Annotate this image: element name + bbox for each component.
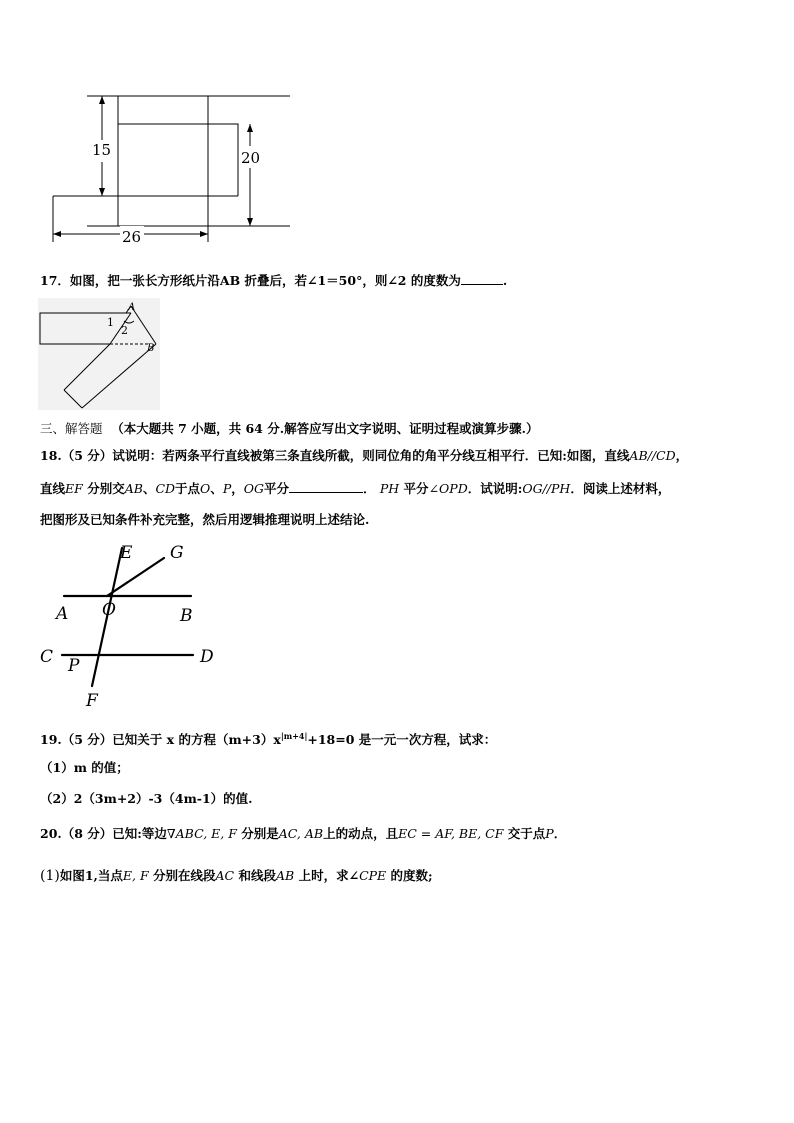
q20-part1-cpe: CPE — [359, 868, 387, 883]
fig17-label-2: 2 — [121, 324, 128, 337]
fig18-label-e: E — [120, 543, 133, 563]
q18-o: O — [200, 481, 211, 496]
q20-text — [40, 826, 566, 842]
section-3-desc: （本大题共 7 小题，共 64 分.解答应写出文字说明、证明过程或演算步骤.） — [111, 421, 539, 436]
fig18-label-o: O — [102, 600, 116, 620]
q17-text — [40, 272, 507, 289]
fig18-label-g: G — [170, 543, 184, 563]
q19-part1 — [40, 760, 129, 776]
q17-figure — [38, 298, 160, 410]
q18-l2-f: ， — [231, 481, 244, 496]
q20-point-p: P — [545, 826, 554, 841]
q19-text-b: +18=0 是一元一次方程，试求： — [307, 732, 497, 748]
fig17-label-1: 1 — [107, 316, 114, 329]
q18-og: OG — [243, 481, 264, 496]
q20-part1-ab: AB — [276, 868, 295, 883]
fig17-label-a: A — [128, 302, 136, 313]
q18-line1-text: 18.（5 分）试说明：若两条平行直线被第三条直线所截，则同位角的角平分线互相平行．已知:如图，直线 — [40, 448, 630, 463]
q18-l2-a: 直线 — [40, 481, 66, 496]
q20-text-a: 20.（8 分）已知:等边 — [40, 826, 167, 841]
q18-og-parallel-ph: OG//PH — [522, 481, 571, 496]
q18-cd: CD — [155, 481, 176, 496]
fig18-label-b: B — [180, 606, 193, 626]
q19-exponent: |m+4| — [280, 731, 308, 741]
q20-text-d: 交于点 — [507, 826, 546, 841]
q19-part2 — [40, 791, 253, 807]
fig18-label-p: P — [68, 656, 80, 676]
q18-ph: PH — [379, 481, 400, 496]
label-20: 20 — [241, 149, 261, 167]
q18-line3-text: 把图形及已知条件补充完整，然后用逻辑推理说明上述结论. — [40, 512, 370, 527]
q18-line1 — [40, 448, 688, 464]
q19-part2-text: （2）2（3m+2）-3（4m-1）的值. — [40, 791, 253, 806]
q20-part1 — [40, 868, 433, 884]
q18-l2-k: ．阅读上述材料， — [570, 481, 671, 496]
fig18-label-a: A — [56, 604, 69, 624]
q16-figure — [40, 88, 300, 248]
q20-part1-a: 如图1,当点 — [59, 868, 123, 883]
section-3-heading — [40, 421, 538, 437]
q17-answer-blank[interactable] — [461, 272, 503, 285]
q20-text-e: ． — [553, 826, 567, 841]
q19-text-a: 19.（5 分）已知关于 x 的方程（m+3）x — [40, 732, 281, 748]
q18-ef: EF — [65, 481, 83, 496]
q18-ab-parallel-cd: AB//CD — [629, 448, 676, 463]
q18-line3 — [40, 512, 369, 528]
fig18-label-f: F — [86, 691, 98, 710]
q20-condition: EC = AF, BE, CF — [398, 826, 504, 841]
q18-p: P — [222, 481, 232, 496]
q20-triangle: ∇ABC, E, F — [166, 826, 237, 841]
label-26: 26 — [122, 228, 142, 246]
q19-part1-text: （1）m 的值； — [40, 760, 129, 775]
q20-text-b: 分别是 — [241, 826, 279, 841]
q17-prompt: 17．如图，把一张长方形纸片沿AB 折叠后，若∠1＝50°，则∠2 的度数为 — [40, 273, 461, 288]
q19-text — [40, 728, 496, 748]
q18-line2 — [40, 480, 670, 497]
q20-part1-e: 的度数; — [390, 868, 433, 883]
fig17-label-b: B — [147, 343, 155, 354]
q20-part1-d: 上时，求∠ — [298, 868, 360, 883]
q18-figure — [36, 538, 226, 710]
fig18-label-c: C — [40, 647, 54, 667]
label-15: 15 — [92, 141, 112, 159]
q18-l2-j: ．试说明: — [467, 481, 523, 496]
q20-ac-ab: AC, AB — [278, 826, 324, 841]
q18-l2-e: 、 — [210, 481, 223, 496]
q20-part1-b: 分别在线段 — [153, 868, 216, 883]
q18-l2-g: 平分 — [263, 481, 289, 496]
q20-text-c: 上的动点，且 — [323, 826, 399, 841]
fig18-label-d: D — [200, 647, 214, 667]
q18-ab: AB — [124, 481, 143, 496]
q20-part1-c: 和线段 — [238, 868, 276, 883]
q18-l2-h: ． — [363, 481, 376, 496]
q20-part1-ef: E, F — [122, 868, 149, 883]
q18-l2-d: 于点 — [175, 481, 201, 496]
q18-answer-blank[interactable] — [289, 480, 363, 493]
q17-end: . — [502, 273, 508, 288]
q18-l2-c: 、 — [142, 481, 156, 496]
q18-line1-end: ， — [675, 448, 689, 463]
section-3-title: 三、解答题 — [40, 421, 103, 436]
q18-l2-i: 平分 — [403, 481, 429, 496]
q20-part1-num: (1) — [40, 868, 60, 884]
q18-l2-b: 分别交 — [87, 481, 125, 496]
q18-opd: ∠OPD — [428, 481, 468, 496]
q20-part1-ac: AC — [215, 868, 235, 883]
